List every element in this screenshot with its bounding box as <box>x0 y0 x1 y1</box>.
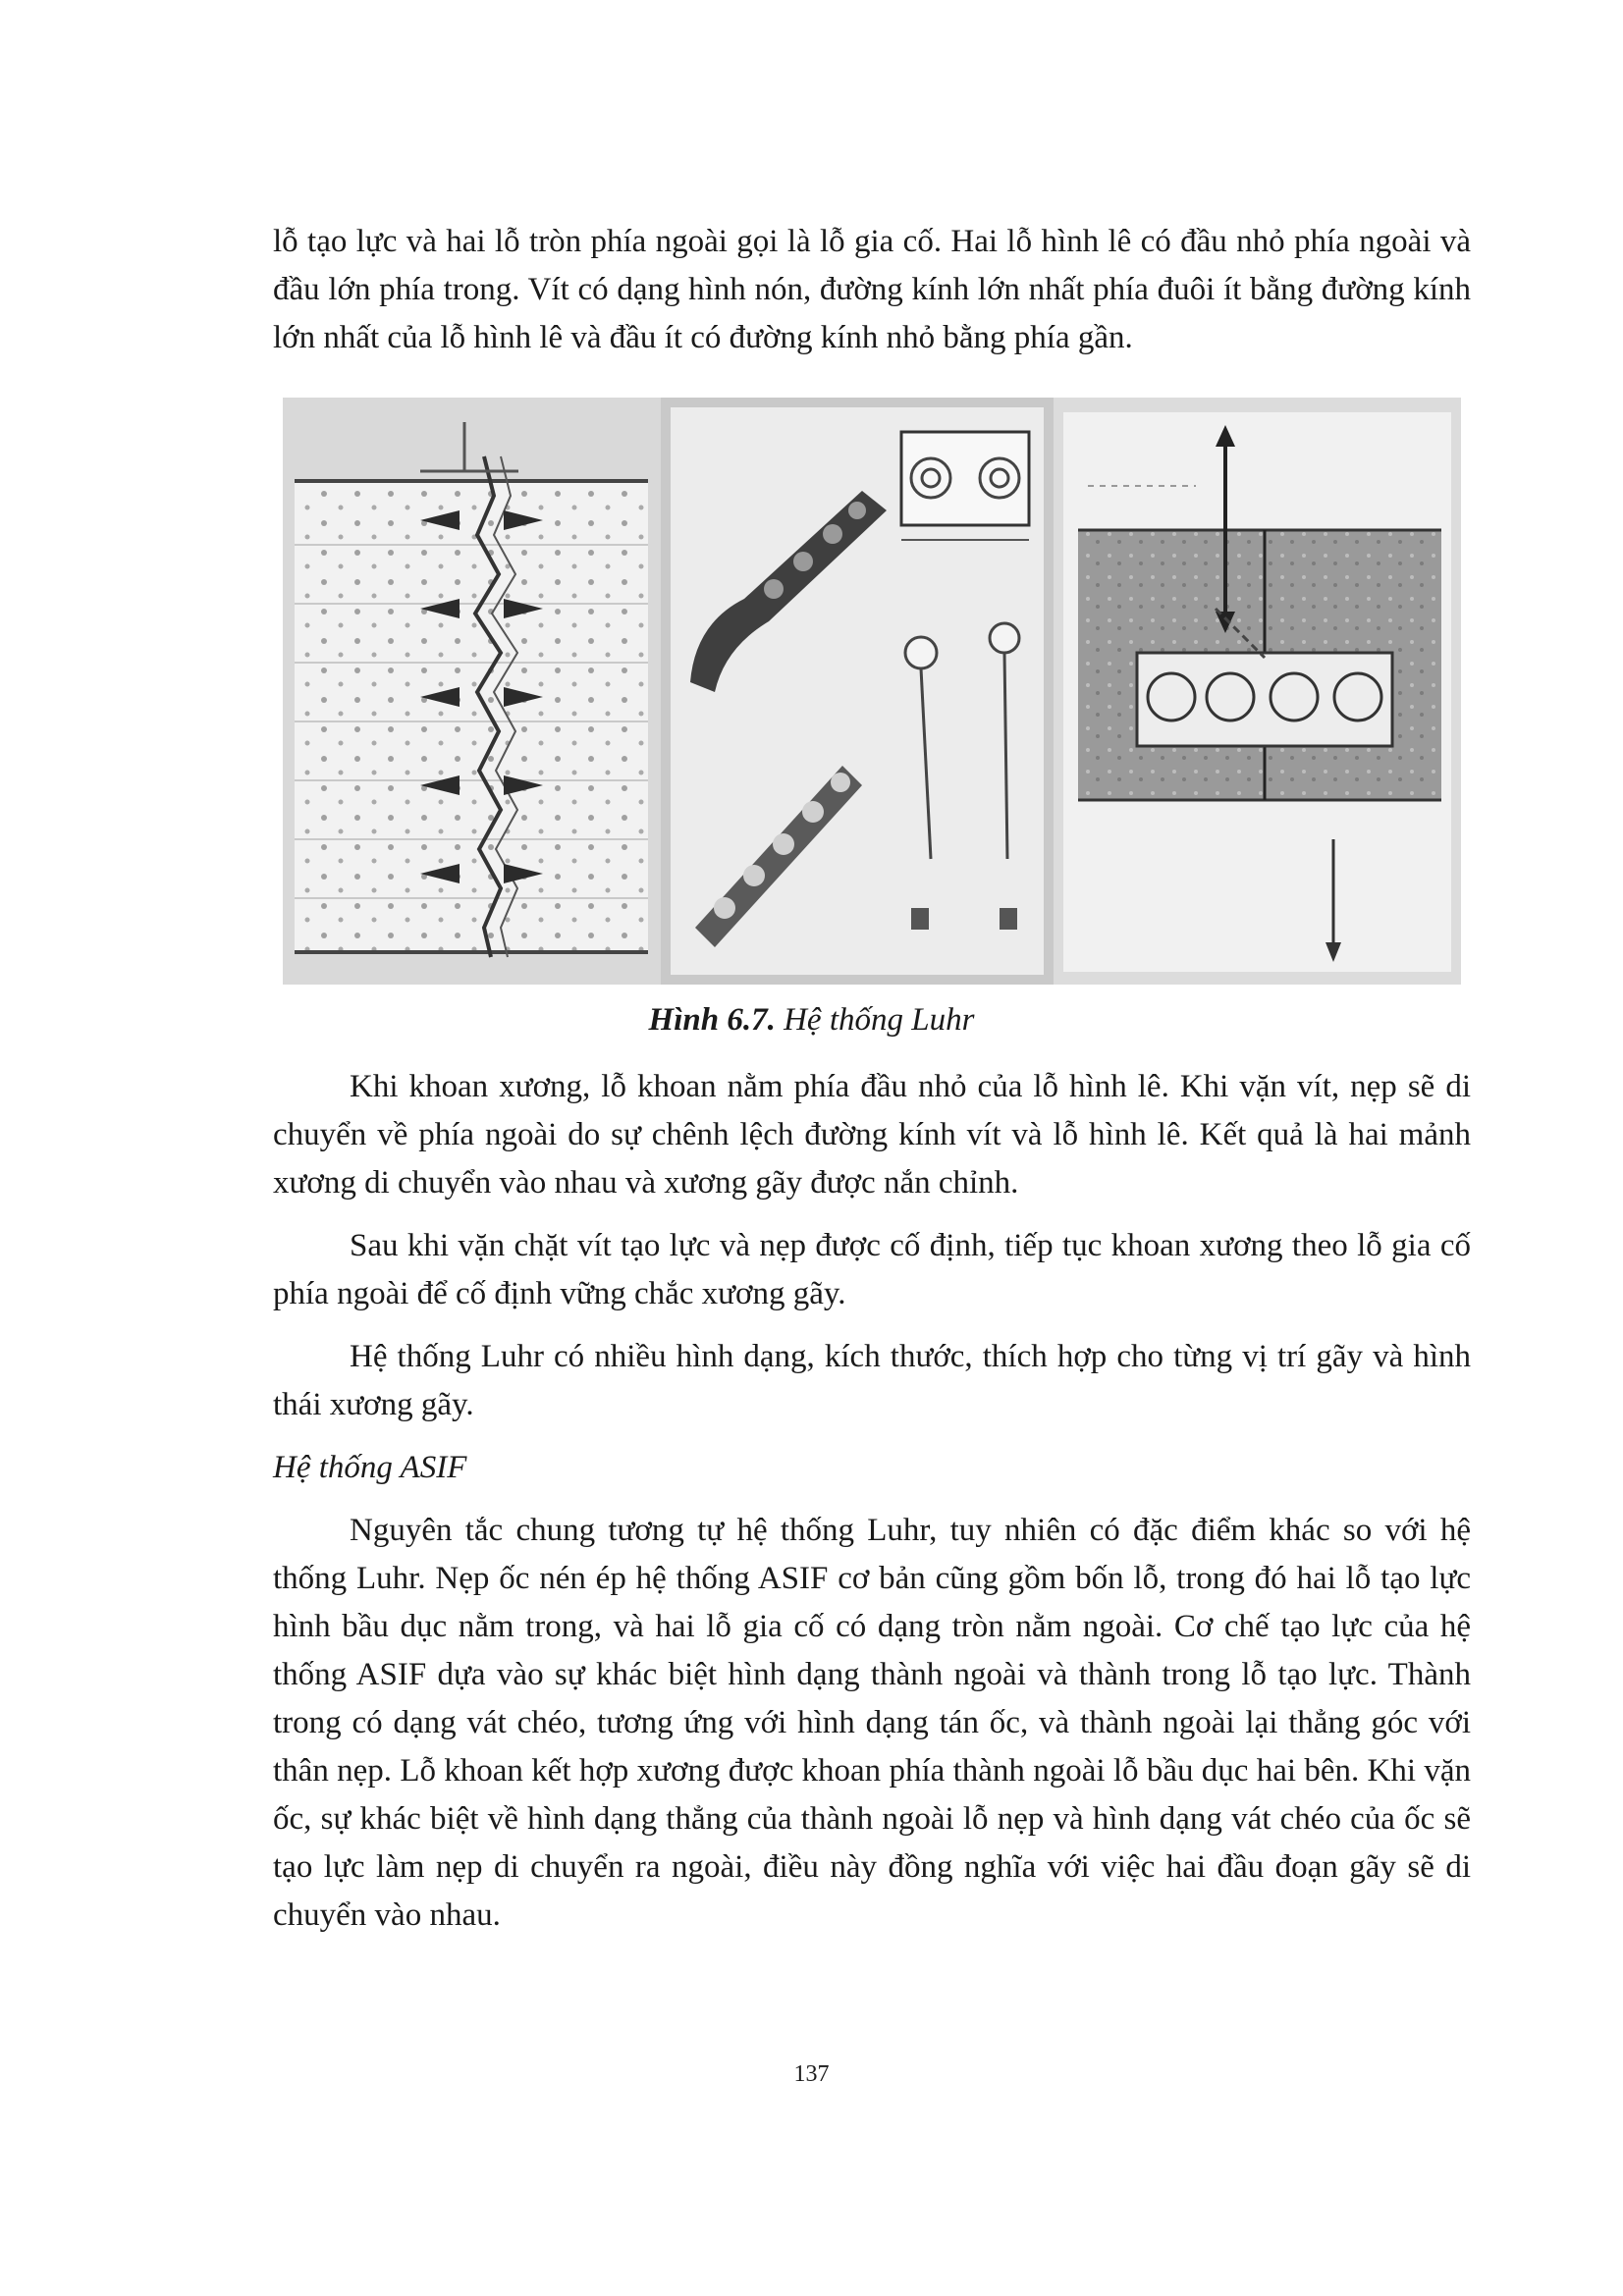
top-paragraph: lỗ tạo lực và hai lỗ tròn phía ngoài gọi là lỗ gia cố. Hai lỗ hình lê có đầu nhỏ phía ngoài và đầu lớn phía trong. Vít có dạng hình nón, đường kính lớn nhất phía đuôi ít bằng đường kính lớn nhất của lỗ hình lê và đầu ít có đường kính nhỏ bằng phía gần. <box>273 224 1471 355</box>
figure-illustration <box>283 398 1461 985</box>
paragraph-luhr-shapes: Hệ thống Luhr có nhiều hình dạng, kích thước, thích hợp cho từng vị trí gãy và hình thái xương gãy. <box>273 1339 1471 1422</box>
section-heading-asif: Hệ thống ASIF <box>273 1450 467 1485</box>
figure-caption <box>0 996 1623 1044</box>
caption-label: Hình 6.7. <box>648 1002 776 1038</box>
panel-plates-and-screws <box>661 398 1054 985</box>
figure-luhr-system <box>283 398 1461 985</box>
body-text <box>273 1063 1471 1954</box>
panel-plate-cross-section <box>1054 398 1461 985</box>
paragraph-asif: Nguyên tắc chung tương tự hệ thống Luhr, tuy nhiên có đặc điểm khác so với hệ thống Luhr. Nẹp ốc nén ép hệ thống ASIF cơ bản cũng gồm bốn lỗ, trong đó hai lỗ tạo lực hình bầu dục nằm trong, và hai lỗ gia cố có dạng tròn nằm ngoài. Cơ chế tạo lực của hệ thống ASIF dựa vào sự khác biệt hình dạng thành ngoài và thành trong lỗ tạo lực. Thành trong có dạng vát chéo, tương ứng với hình dạng tán ốc, và thành ngoài lại thẳng góc với thân nẹp. Lỗ khoan kết hợp xương được khoan phía thành ngoài lỗ bầu dục hai bên. Khi vặn ốc, sự khác biệt về hình dạng thẳng của thành ngoài lỗ nẹp và hình dạng vát chéo của ốc sẽ tạo lực làm nẹp di chuyển ra ngoài, điều này đồng nghĩa với việc hai đầu đoạn gãy sẽ di chuyển vào nhau. <box>273 1513 1471 1933</box>
caption-text: Hệ thống Luhr <box>775 1002 975 1038</box>
paragraph-fixation: Sau khi vặn chặt vít tạo lực và nẹp được cố định, tiếp tục khoan xương theo lỗ gia cố phía ngoài để cố định vững chắc xương gãy. <box>273 1228 1471 1311</box>
panel-fracture-diagram <box>283 398 661 985</box>
paragraph-drilling: Khi khoan xương, lỗ khoan nằm phía đầu nhỏ của lỗ hình lê. Khi vặn vít, nẹp sẽ di chuyển về phía ngoài do sự chênh lệch đường kính vít và lỗ hình lê. Kết quả là hai mảnh xương di chuyển vào nhau và xương gãy được nắn chỉnh. <box>273 1069 1471 1201</box>
page-number: 137 <box>793 2061 830 2087</box>
